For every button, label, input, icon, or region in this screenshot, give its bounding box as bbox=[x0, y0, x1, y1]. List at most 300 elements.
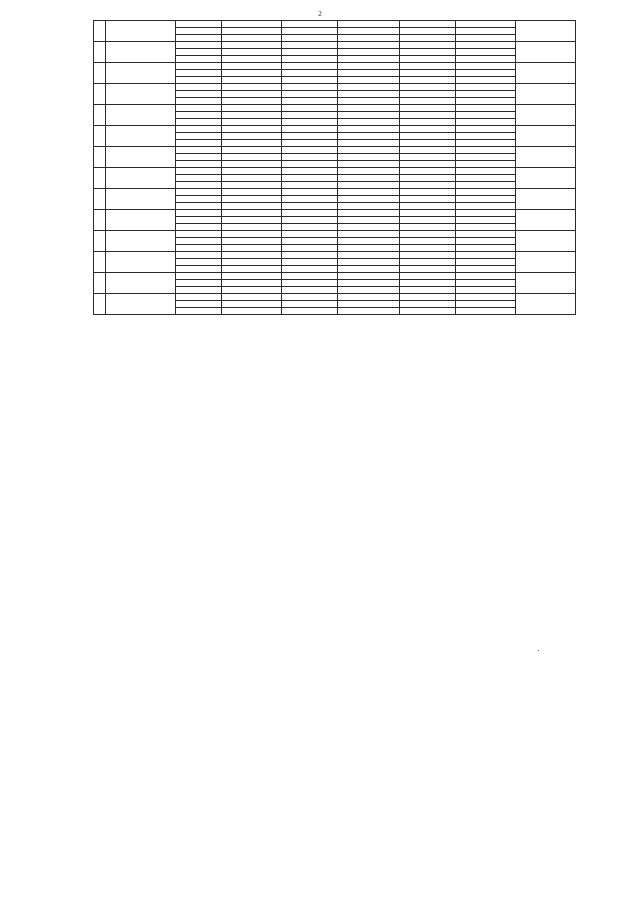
value-cell-col2 bbox=[282, 259, 338, 266]
value-cell-col2 bbox=[282, 280, 338, 287]
value-cell-col3 bbox=[338, 266, 400, 273]
district-name bbox=[106, 168, 176, 189]
level-label bbox=[176, 252, 222, 259]
value-cell-col3 bbox=[338, 273, 400, 280]
value-cell-col3 bbox=[338, 140, 400, 147]
value-cell-col3 bbox=[338, 175, 400, 182]
value-cell-col1 bbox=[222, 154, 282, 161]
value-cell-col4 bbox=[400, 154, 456, 161]
value-cell-col3 bbox=[338, 252, 400, 259]
value-cell-col1 bbox=[222, 49, 282, 56]
value-cell-col5 bbox=[456, 21, 516, 28]
value-cell-col1 bbox=[222, 35, 282, 42]
value-cell-col4 bbox=[400, 175, 456, 182]
level-label bbox=[176, 280, 222, 287]
district-name bbox=[106, 21, 176, 42]
level-label bbox=[176, 189, 222, 196]
value-cell-col2 bbox=[282, 112, 338, 119]
group-total bbox=[516, 126, 576, 147]
row-number bbox=[94, 147, 106, 168]
value-cell-col5 bbox=[456, 182, 516, 189]
row-number bbox=[94, 252, 106, 273]
value-cell-col5 bbox=[456, 203, 516, 210]
value-cell-col5 bbox=[456, 63, 516, 70]
level-label bbox=[176, 133, 222, 140]
level-label bbox=[176, 161, 222, 168]
value-cell-col1 bbox=[222, 182, 282, 189]
value-cell-col5 bbox=[456, 238, 516, 245]
value-cell-col1 bbox=[222, 266, 282, 273]
level-label bbox=[176, 259, 222, 266]
value-cell-col3 bbox=[338, 238, 400, 245]
value-cell-col2 bbox=[282, 28, 338, 35]
value-cell-col4 bbox=[400, 133, 456, 140]
level-label bbox=[176, 287, 222, 294]
group-total bbox=[516, 84, 576, 105]
group-total bbox=[516, 231, 576, 252]
value-cell-col2 bbox=[282, 161, 338, 168]
group-total bbox=[516, 105, 576, 126]
level-label bbox=[176, 231, 222, 238]
value-cell-col1 bbox=[222, 196, 282, 203]
value-cell-col2 bbox=[282, 182, 338, 189]
value-cell-col5 bbox=[456, 112, 516, 119]
value-cell-col1 bbox=[222, 126, 282, 133]
value-cell-col1 bbox=[222, 91, 282, 98]
value-cell-col3 bbox=[338, 56, 400, 63]
level-label bbox=[176, 224, 222, 231]
value-cell-col1 bbox=[222, 77, 282, 84]
value-cell-col2 bbox=[282, 203, 338, 210]
value-cell-col2 bbox=[282, 294, 338, 301]
value-cell-col3 bbox=[338, 63, 400, 70]
level-label bbox=[176, 301, 222, 308]
district-name bbox=[106, 147, 176, 168]
value-cell-col5 bbox=[456, 224, 516, 231]
level-label bbox=[176, 154, 222, 161]
value-cell-col4 bbox=[400, 273, 456, 280]
value-cell-col2 bbox=[282, 154, 338, 161]
value-cell-col3 bbox=[338, 245, 400, 252]
value-cell-col4 bbox=[400, 77, 456, 84]
value-cell-col4 bbox=[400, 287, 456, 294]
value-cell-col4 bbox=[400, 182, 456, 189]
row-number bbox=[94, 84, 106, 105]
value-cell-col1 bbox=[222, 168, 282, 175]
level-label bbox=[176, 273, 222, 280]
value-cell-col3 bbox=[338, 49, 400, 56]
value-cell-col3 bbox=[338, 287, 400, 294]
value-cell-col4 bbox=[400, 112, 456, 119]
value-cell-col2 bbox=[282, 252, 338, 259]
level-label bbox=[176, 77, 222, 84]
value-cell-col1 bbox=[222, 210, 282, 217]
value-cell-col5 bbox=[456, 35, 516, 42]
group-total bbox=[516, 252, 576, 273]
value-cell-col1 bbox=[222, 280, 282, 287]
row-number bbox=[94, 273, 106, 294]
value-cell-col2 bbox=[282, 287, 338, 294]
value-cell-col5 bbox=[456, 133, 516, 140]
value-cell-col4 bbox=[400, 98, 456, 105]
value-cell-col1 bbox=[222, 273, 282, 280]
value-cell-col2 bbox=[282, 196, 338, 203]
table-row bbox=[94, 42, 576, 49]
table-row bbox=[94, 168, 576, 175]
row-number bbox=[94, 21, 106, 42]
group-total bbox=[516, 42, 576, 63]
value-cell-col3 bbox=[338, 147, 400, 154]
value-cell-col4 bbox=[400, 217, 456, 224]
table-row bbox=[94, 63, 576, 70]
value-cell-col5 bbox=[456, 84, 516, 91]
scan-speck bbox=[538, 650, 539, 651]
value-cell-col1 bbox=[222, 224, 282, 231]
value-cell-col2 bbox=[282, 273, 338, 280]
value-cell-col2 bbox=[282, 105, 338, 112]
value-cell-col2 bbox=[282, 266, 338, 273]
table-row bbox=[94, 273, 576, 280]
value-cell-col5 bbox=[456, 49, 516, 56]
value-cell-col1 bbox=[222, 294, 282, 301]
value-cell-col4 bbox=[400, 91, 456, 98]
value-cell-col1 bbox=[222, 175, 282, 182]
value-cell-col3 bbox=[338, 308, 400, 315]
value-cell-col1 bbox=[222, 119, 282, 126]
value-cell-col3 bbox=[338, 217, 400, 224]
table-row bbox=[94, 84, 576, 91]
value-cell-col1 bbox=[222, 105, 282, 112]
value-cell-col3 bbox=[338, 182, 400, 189]
level-label bbox=[176, 21, 222, 28]
value-cell-col3 bbox=[338, 203, 400, 210]
level-label bbox=[176, 105, 222, 112]
level-label bbox=[176, 35, 222, 42]
value-cell-col4 bbox=[400, 245, 456, 252]
value-cell-col2 bbox=[282, 189, 338, 196]
value-cell-col5 bbox=[456, 168, 516, 175]
page-number: 2 bbox=[318, 10, 322, 18]
row-number bbox=[94, 210, 106, 231]
level-label bbox=[176, 196, 222, 203]
value-cell-col5 bbox=[456, 175, 516, 182]
value-cell-col2 bbox=[282, 217, 338, 224]
value-cell-col5 bbox=[456, 28, 516, 35]
group-total bbox=[516, 294, 576, 315]
value-cell-col1 bbox=[222, 301, 282, 308]
value-cell-col2 bbox=[282, 210, 338, 217]
value-cell-col5 bbox=[456, 266, 516, 273]
value-cell-col1 bbox=[222, 189, 282, 196]
value-cell-col5 bbox=[456, 91, 516, 98]
row-number bbox=[94, 294, 106, 315]
value-cell-col2 bbox=[282, 56, 338, 63]
row-number bbox=[94, 63, 106, 84]
value-cell-col4 bbox=[400, 252, 456, 259]
value-cell-col3 bbox=[338, 210, 400, 217]
value-cell-col2 bbox=[282, 91, 338, 98]
value-cell-col3 bbox=[338, 189, 400, 196]
value-cell-col5 bbox=[456, 42, 516, 49]
level-label bbox=[176, 42, 222, 49]
value-cell-col4 bbox=[400, 189, 456, 196]
value-cell-col1 bbox=[222, 217, 282, 224]
table-row bbox=[94, 189, 576, 196]
value-cell-col1 bbox=[222, 133, 282, 140]
table-row bbox=[94, 294, 576, 301]
value-cell-col5 bbox=[456, 308, 516, 315]
table-row bbox=[94, 210, 576, 217]
value-cell-col4 bbox=[400, 21, 456, 28]
level-label bbox=[176, 28, 222, 35]
level-label bbox=[176, 56, 222, 63]
level-label bbox=[176, 266, 222, 273]
value-cell-col4 bbox=[400, 56, 456, 63]
level-label bbox=[176, 245, 222, 252]
group-total bbox=[516, 63, 576, 84]
value-cell-col4 bbox=[400, 259, 456, 266]
row-number bbox=[94, 231, 106, 252]
value-cell-col5 bbox=[456, 196, 516, 203]
level-label bbox=[176, 84, 222, 91]
value-cell-col5 bbox=[456, 119, 516, 126]
value-cell-col3 bbox=[338, 224, 400, 231]
value-cell-col4 bbox=[400, 35, 456, 42]
district-name bbox=[106, 84, 176, 105]
district-name bbox=[106, 126, 176, 147]
row-number bbox=[94, 105, 106, 126]
row-number bbox=[94, 126, 106, 147]
district-name bbox=[106, 252, 176, 273]
value-cell-col5 bbox=[456, 252, 516, 259]
value-cell-col3 bbox=[338, 196, 400, 203]
level-label bbox=[176, 91, 222, 98]
level-label bbox=[176, 147, 222, 154]
value-cell-col1 bbox=[222, 287, 282, 294]
value-cell-col3 bbox=[338, 161, 400, 168]
value-cell-col5 bbox=[456, 56, 516, 63]
level-label bbox=[176, 294, 222, 301]
level-label bbox=[176, 203, 222, 210]
table-row bbox=[94, 252, 576, 259]
value-cell-col5 bbox=[456, 280, 516, 287]
table-row bbox=[94, 147, 576, 154]
value-cell-col2 bbox=[282, 245, 338, 252]
value-cell-col1 bbox=[222, 140, 282, 147]
level-label bbox=[176, 126, 222, 133]
value-cell-col3 bbox=[338, 168, 400, 175]
value-cell-col2 bbox=[282, 238, 338, 245]
group-total bbox=[516, 168, 576, 189]
level-label bbox=[176, 238, 222, 245]
value-cell-col4 bbox=[400, 294, 456, 301]
district-name bbox=[106, 210, 176, 231]
value-cell-col3 bbox=[338, 35, 400, 42]
value-cell-col4 bbox=[400, 28, 456, 35]
value-cell-col3 bbox=[338, 98, 400, 105]
value-cell-col2 bbox=[282, 168, 338, 175]
value-cell-col5 bbox=[456, 154, 516, 161]
value-cell-col3 bbox=[338, 28, 400, 35]
table-row bbox=[94, 231, 576, 238]
value-cell-col4 bbox=[400, 210, 456, 217]
value-cell-col5 bbox=[456, 161, 516, 168]
level-label bbox=[176, 217, 222, 224]
value-cell-col5 bbox=[456, 140, 516, 147]
value-cell-col3 bbox=[338, 280, 400, 287]
value-cell-col2 bbox=[282, 119, 338, 126]
value-cell-col3 bbox=[338, 301, 400, 308]
table-body bbox=[94, 21, 576, 315]
value-cell-col4 bbox=[400, 119, 456, 126]
value-cell-col5 bbox=[456, 231, 516, 238]
value-cell-col4 bbox=[400, 126, 456, 133]
value-cell-col4 bbox=[400, 63, 456, 70]
value-cell-col2 bbox=[282, 21, 338, 28]
value-cell-col5 bbox=[456, 245, 516, 252]
value-cell-col2 bbox=[282, 42, 338, 49]
group-total bbox=[516, 147, 576, 168]
level-label bbox=[176, 49, 222, 56]
value-cell-col5 bbox=[456, 294, 516, 301]
group-total bbox=[516, 210, 576, 231]
value-cell-col3 bbox=[338, 259, 400, 266]
level-label bbox=[176, 210, 222, 217]
value-cell-col3 bbox=[338, 294, 400, 301]
value-cell-col4 bbox=[400, 70, 456, 77]
value-cell-col3 bbox=[338, 70, 400, 77]
value-cell-col1 bbox=[222, 259, 282, 266]
value-cell-col4 bbox=[400, 147, 456, 154]
level-label bbox=[176, 168, 222, 175]
value-cell-col1 bbox=[222, 238, 282, 245]
value-cell-col5 bbox=[456, 147, 516, 154]
value-cell-col2 bbox=[282, 175, 338, 182]
value-cell-col5 bbox=[456, 301, 516, 308]
value-cell-col5 bbox=[456, 273, 516, 280]
value-cell-col2 bbox=[282, 35, 338, 42]
level-label bbox=[176, 175, 222, 182]
value-cell-col3 bbox=[338, 133, 400, 140]
row-number bbox=[94, 42, 106, 63]
row-number bbox=[94, 189, 106, 210]
table-row bbox=[94, 21, 576, 28]
district-name bbox=[106, 105, 176, 126]
value-cell-col3 bbox=[338, 154, 400, 161]
district-name bbox=[106, 63, 176, 84]
value-cell-col2 bbox=[282, 224, 338, 231]
value-cell-col3 bbox=[338, 84, 400, 91]
value-cell-col3 bbox=[338, 112, 400, 119]
value-cell-col1 bbox=[222, 56, 282, 63]
value-cell-col1 bbox=[222, 252, 282, 259]
value-cell-col4 bbox=[400, 140, 456, 147]
level-label bbox=[176, 119, 222, 126]
value-cell-col5 bbox=[456, 210, 516, 217]
value-cell-col1 bbox=[222, 308, 282, 315]
value-cell-col2 bbox=[282, 70, 338, 77]
value-cell-col5 bbox=[456, 189, 516, 196]
value-cell-col4 bbox=[400, 238, 456, 245]
value-cell-col4 bbox=[400, 196, 456, 203]
value-cell-col3 bbox=[338, 105, 400, 112]
value-cell-col2 bbox=[282, 49, 338, 56]
value-cell-col4 bbox=[400, 308, 456, 315]
value-cell-col1 bbox=[222, 147, 282, 154]
value-cell-col3 bbox=[338, 126, 400, 133]
district-name bbox=[106, 42, 176, 63]
value-cell-col1 bbox=[222, 63, 282, 70]
value-cell-col4 bbox=[400, 49, 456, 56]
value-cell-col1 bbox=[222, 161, 282, 168]
value-cell-col3 bbox=[338, 77, 400, 84]
value-cell-col1 bbox=[222, 231, 282, 238]
value-cell-col5 bbox=[456, 259, 516, 266]
value-cell-col5 bbox=[456, 77, 516, 84]
value-cell-col4 bbox=[400, 266, 456, 273]
value-cell-col2 bbox=[282, 126, 338, 133]
table-row bbox=[94, 126, 576, 133]
table-row bbox=[94, 105, 576, 112]
group-total bbox=[516, 189, 576, 210]
value-cell-col5 bbox=[456, 70, 516, 77]
value-cell-col5 bbox=[456, 217, 516, 224]
level-label bbox=[176, 308, 222, 315]
value-cell-col4 bbox=[400, 161, 456, 168]
value-cell-col2 bbox=[282, 133, 338, 140]
value-cell-col1 bbox=[222, 42, 282, 49]
value-cell-col2 bbox=[282, 98, 338, 105]
value-cell-col4 bbox=[400, 280, 456, 287]
value-cell-col2 bbox=[282, 140, 338, 147]
level-label bbox=[176, 140, 222, 147]
value-cell-col5 bbox=[456, 105, 516, 112]
value-cell-col5 bbox=[456, 126, 516, 133]
value-cell-col4 bbox=[400, 231, 456, 238]
value-cell-col4 bbox=[400, 105, 456, 112]
value-cell-col4 bbox=[400, 301, 456, 308]
level-label bbox=[176, 112, 222, 119]
value-cell-col2 bbox=[282, 63, 338, 70]
value-cell-col1 bbox=[222, 84, 282, 91]
value-cell-col1 bbox=[222, 70, 282, 77]
value-cell-col3 bbox=[338, 119, 400, 126]
value-cell-col2 bbox=[282, 308, 338, 315]
district-name bbox=[106, 273, 176, 294]
value-cell-col2 bbox=[282, 77, 338, 84]
level-label bbox=[176, 70, 222, 77]
value-cell-col4 bbox=[400, 84, 456, 91]
value-cell-col3 bbox=[338, 91, 400, 98]
value-cell-col2 bbox=[282, 84, 338, 91]
group-total bbox=[516, 21, 576, 42]
value-cell-col2 bbox=[282, 301, 338, 308]
value-cell-col3 bbox=[338, 21, 400, 28]
value-cell-col1 bbox=[222, 28, 282, 35]
district-name bbox=[106, 294, 176, 315]
level-label bbox=[176, 98, 222, 105]
level-label bbox=[176, 182, 222, 189]
value-cell-col2 bbox=[282, 231, 338, 238]
value-cell-col1 bbox=[222, 245, 282, 252]
group-total bbox=[516, 273, 576, 294]
district-name bbox=[106, 231, 176, 252]
value-cell-col5 bbox=[456, 98, 516, 105]
value-cell-col4 bbox=[400, 168, 456, 175]
level-label bbox=[176, 63, 222, 70]
row-number bbox=[94, 168, 106, 189]
value-cell-col5 bbox=[456, 287, 516, 294]
